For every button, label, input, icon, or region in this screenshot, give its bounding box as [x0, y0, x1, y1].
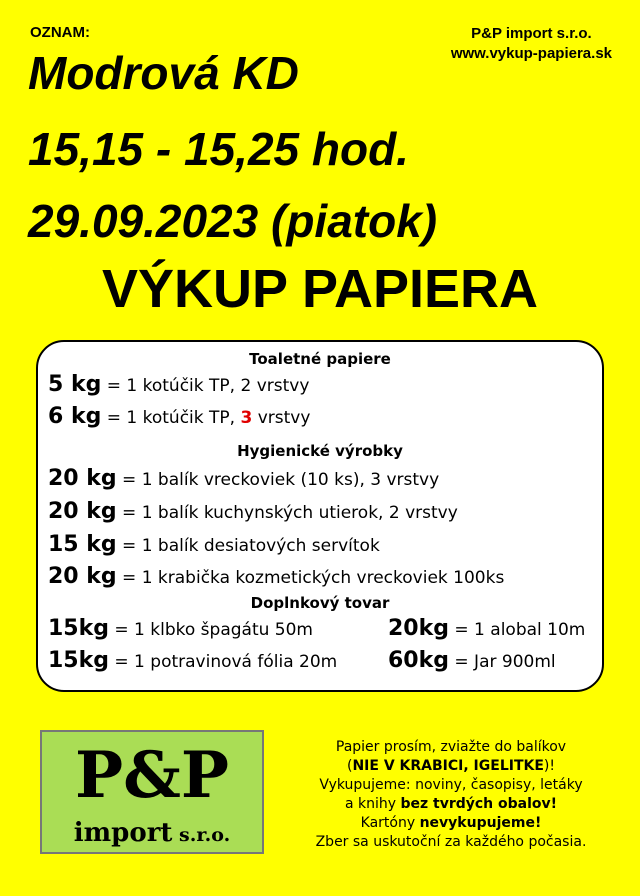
- offer-text: = 1 balík vreckoviek (10 ks), 3 vrstvy: [116, 470, 440, 490]
- notes-block: [276, 738, 626, 852]
- offer-text: = 1 krabička kozmetických vreckoviek 100ks: [116, 568, 505, 588]
- note-line: [276, 795, 626, 814]
- offer-row: [388, 648, 556, 673]
- note-line: Zber sa uskutoční za každého počasia.: [315, 834, 587, 850]
- note-bold: nevykupujeme!: [419, 815, 542, 831]
- offer-row: [48, 404, 310, 429]
- note-text: (: [347, 758, 353, 774]
- headline: VÝKUP PAPIERA: [101, 259, 539, 319]
- offer-kg: 5 kg: [48, 372, 102, 397]
- section-title-extra: Doplnkový tovar: [250, 594, 390, 612]
- note-text: )!: [543, 758, 555, 774]
- offer-kg: 60kg: [388, 648, 449, 673]
- offer-text: = 1 kotúčik TP,: [101, 408, 241, 428]
- event-time: 15,15 - 15,25 hod.: [28, 123, 409, 175]
- offer-kg: 20 kg: [48, 466, 117, 491]
- offer-text: = 1 alobal 10m: [449, 620, 586, 640]
- section-title-hygiene: Hygienické výrobky: [237, 442, 403, 460]
- offer-text: = Jar 900ml: [449, 652, 556, 672]
- company-info: [451, 24, 612, 64]
- note-bold: bez tvrdých obalov!: [400, 796, 558, 812]
- company-website[interactable]: www.vykup-papiera.sk: [450, 45, 612, 62]
- offer-text: = 1 kotúčik TP, 2 vrstvy: [101, 376, 310, 396]
- note-text: Kartóny: [360, 815, 420, 831]
- offer-kg: 6 kg: [48, 404, 102, 429]
- offer-row: [48, 616, 313, 641]
- offer-text: = 1 balík kuchynských utierok, 2 vrstvy: [116, 503, 458, 523]
- note-line: Vykupujeme: noviny, časopisy, letáky: [319, 777, 583, 793]
- offer-kg: 15kg: [48, 648, 109, 673]
- notice-label: OZNAM:: [30, 24, 90, 41]
- offer-text: = 1 klbko špagátu 50m: [109, 620, 313, 640]
- company-logo: [40, 730, 264, 854]
- note-bold: NIE V KRABICI, IGELITKE: [352, 758, 544, 774]
- offer-row: [48, 372, 309, 397]
- offer-row: [388, 616, 585, 641]
- note-line: Papier prosím, zviažte do balíkov: [335, 739, 567, 755]
- event-location: Modrová KD: [28, 47, 299, 99]
- offer-highlight: 3: [240, 408, 253, 428]
- offer-kg: 20kg: [388, 616, 449, 641]
- note-line: [276, 757, 626, 776]
- offer-kg: 15 kg: [48, 532, 117, 557]
- offer-text: = 1 potravinová fólia 20m: [109, 652, 338, 672]
- logo-text-bottom: [42, 818, 262, 848]
- note-line: [276, 814, 626, 833]
- offer-kg: 20 kg: [48, 499, 117, 524]
- section-title-toilet: Toaletné papiere: [249, 350, 391, 368]
- offers-box: [36, 340, 604, 692]
- offer-kg: 20 kg: [48, 564, 117, 589]
- offer-row: [48, 648, 337, 673]
- offer-text: = 1 balík desiatových servítok: [116, 536, 380, 556]
- offer-row: [48, 466, 439, 491]
- offer-text: vrstvy: [252, 408, 311, 428]
- note-text: a knihy: [344, 796, 401, 812]
- offer-kg: 15kg: [48, 616, 109, 641]
- logo-import: import: [73, 818, 173, 848]
- event-date: 29.09.2023 (piatok): [28, 195, 438, 247]
- offer-row: [48, 499, 458, 524]
- offer-row: [48, 564, 504, 589]
- offer-row: [48, 532, 380, 557]
- logo-suffix: s.r.o.: [172, 824, 231, 846]
- company-name: P&P import s.r.o.: [471, 25, 592, 42]
- logo-text-top: P&P: [74, 738, 230, 813]
